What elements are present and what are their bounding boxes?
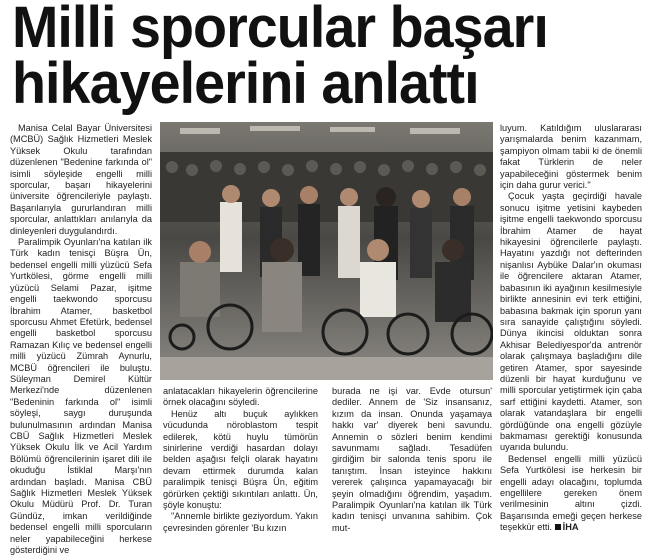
headline bbox=[12, 0, 617, 116]
headline-line-1: Milli sporcular başarı bbox=[12, 0, 548, 60]
paragraph: Çocuk yaşta geçirdiği havale sonucu işitme yetisini kaybeden işitme engelli taekwondo sporcusu İbrahim Atamer de hayat hikayesini öğrencilerle paylaştı. Hayatını yazdığı not defterinden nişanlısı Aybüke Dalar'ın okuması ile öğrencilere aktaran Atamer, babasının iki ayağının kesilmesiyle birlikte annesinin evi terk ettiğini, babasına bakmak için sporun yanı sıra sanayide çalıştığını söyledi. Dünya ikincisi olduktan sonra Akhisar Belediyespor'da antrenör olarak çalışmaya başladığını dile getiren Atamer, spor sayesinde düzenli bir hayat kurduğunu ve milli sporcular yetiştirmek için çaba sarf ettiğini kaydetti. Atamer, son olarak vatandaşlara bir engelli gördüğünde ona engelli gözüyle bakmaması gerektiği konusunda uyarıda bulundu. bbox=[500, 191, 642, 453]
headline-line-2: hikayelerini anlattı bbox=[12, 51, 479, 116]
article-column-left bbox=[10, 123, 152, 556]
article-column-bottom-2 bbox=[332, 386, 492, 534]
photo-illustration bbox=[160, 122, 493, 380]
news-photo-athletes bbox=[160, 122, 493, 380]
paragraph: luyum. Katıldığım uluslararası yarışmalarda benim kazanmam, şampiyon olmam tabii ki de önemli fakat Türklerin de neler yapabileceğini göstermek benim için daha gurur verici." bbox=[500, 123, 642, 191]
agency-name: İHA bbox=[562, 522, 579, 533]
paragraph: Manisa Celal Bayar Üniversitesi (MCBÜ) Sağlık Hizmetleri Meslek Yüksek Okulu tarafından düzenlenen "Bedenine farkında ol" isimli söyleşide engelli milli sporcular, başarı hikayelerini üniversite öğrencileriyle paylaştı. Başarılarıyla gururlandıran milli sporcular, anlattıkları anılarıyla da dinleyenleri duygulandırdı. bbox=[10, 123, 152, 236]
paragraph: burada ne işi var. Evde otursun' dediler. Annem de 'Siz insansanız, kızım da insan. Onunda yaşamaya hakkı var' diyerek beni savundu. Annemin o sözleri benim kendimi savunmamı sağladı. Tesadüfen girdiğim bir salonda tenis sporu ile tanıştım. İnsan isteyince hakkını vererek çalışınca yapamayacağı bir şeyin olmadığını öğrendim, yaşadım. Paralimpik Oyunları'na katılan ilk Türk kadın tenisçi unvanına sahibim. Çok mut- bbox=[332, 386, 492, 533]
article-column-right bbox=[500, 123, 642, 534]
paragraph bbox=[500, 454, 642, 534]
paragraph: Paralimpik Oyunları'na katılan ilk Türk kadın tenisçi Büşra Ün, bedensel engelli milli yüzücü Sefa Yurtkölesi, görme engelli milli yüzücü Selami Pazar, işitme engelli taekwondo sporcusu İbrahim Atamer, basketbol sporcusu Ahmet Efetürk, bedensel engelli basketbol sporcusu Ramazan Kılıç ve bedensel engelli milli yüzücü Zümrah Aynurlu, MCBÜ öğrencileri ile buluştu. Süleyman Demirel Kültür Merkezi'nde düzenlenen "Bedeninin farkında ol" isimli söyleşi, saygı duruşunda bulunulmasının ardından Manisa CBÜ Sağlık Hizmetleri Meslek Yüksek Okulu İlk ve Acil Yardım Bölümü öğrencilerinin işaret dili ile okuduğu İstiklal Marşı'nın ardından başladı. Manisa CBÜ Sağlık Hizmetleri Meslek Yüksek Okulu Müdürü Prof. Dr. Turan Gündüz, imkan verildiğinde bedensel engelli milli sporcuların neler yapabileceğini herkese gösterdiğini ve bbox=[10, 237, 152, 556]
paragraph: "Annemle birlikte geziyordum. Yakın çevresinden görenler 'Bu kızın bbox=[163, 511, 318, 533]
article-column-bottom-1 bbox=[163, 386, 318, 534]
paragraph-text: Bedensel engelli milli yüzücü Sefa Yurtkölesi ise herkesin bir engelli adayı olacağını, toplumda engellilere gereken önem verilmesinin altını çizdi. Başarısında emeği geçen herkese teşekkür etti. bbox=[500, 453, 642, 533]
agency-signature bbox=[555, 522, 579, 532]
paragraph: Henüz altı buçuk aylıkken vücudunda nöroblastom tespit edilerek, kötü huylu tümörün sinirlerine verdiği hasardan dolayı belden aşağısı felçli olarak hayatını devam ettirmek durumda kalan paralimpik tenisçi Büşra Ün, eğitim görürken çektiği sıkıntıları anlattı. Ün, şöyle konuştu: bbox=[163, 408, 318, 511]
square-bullet-icon bbox=[555, 524, 561, 530]
paragraph: anlatacakları hikayelerin öğrencilerine örnek olacağını söyledi. bbox=[163, 386, 318, 408]
